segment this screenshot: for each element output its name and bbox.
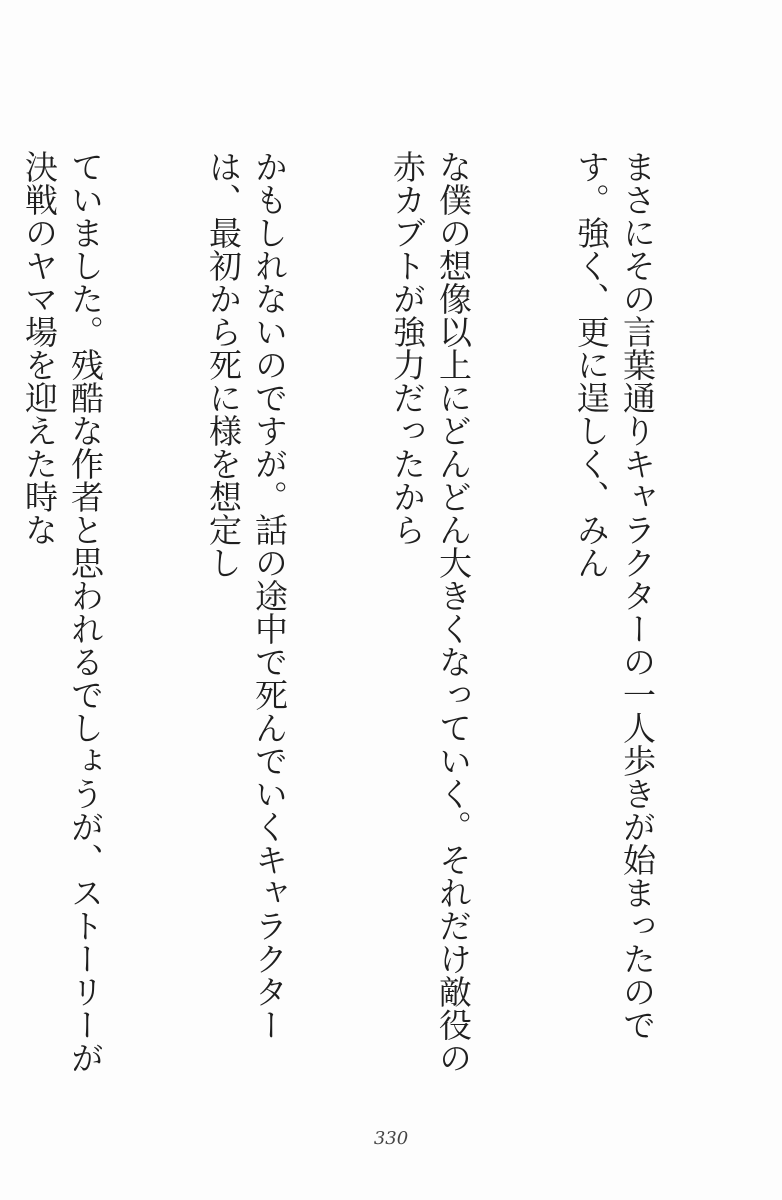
text-column: かもしれないのですが。話の途中で死んでいくキャラクターは、最初から死に様を想定し [204, 150, 289, 1041]
vertical-body-text [22, 150, 752, 1085]
text-column: まさにその言葉通りキャラクターの一人歩きが始まったのです。強く、更に逞しく、みん [572, 150, 657, 1041]
page-number: 330 [373, 1128, 409, 1149]
text-column: な僕の想像以上にどんどん大きくなっていく。それだけ敵役の赤カブトが強力だったから [388, 150, 473, 1074]
text-column: ていました。残酷な作者と思われるでしょうが、ストーリーが決戦のヤマ場を迎えた時な [20, 150, 105, 1074]
